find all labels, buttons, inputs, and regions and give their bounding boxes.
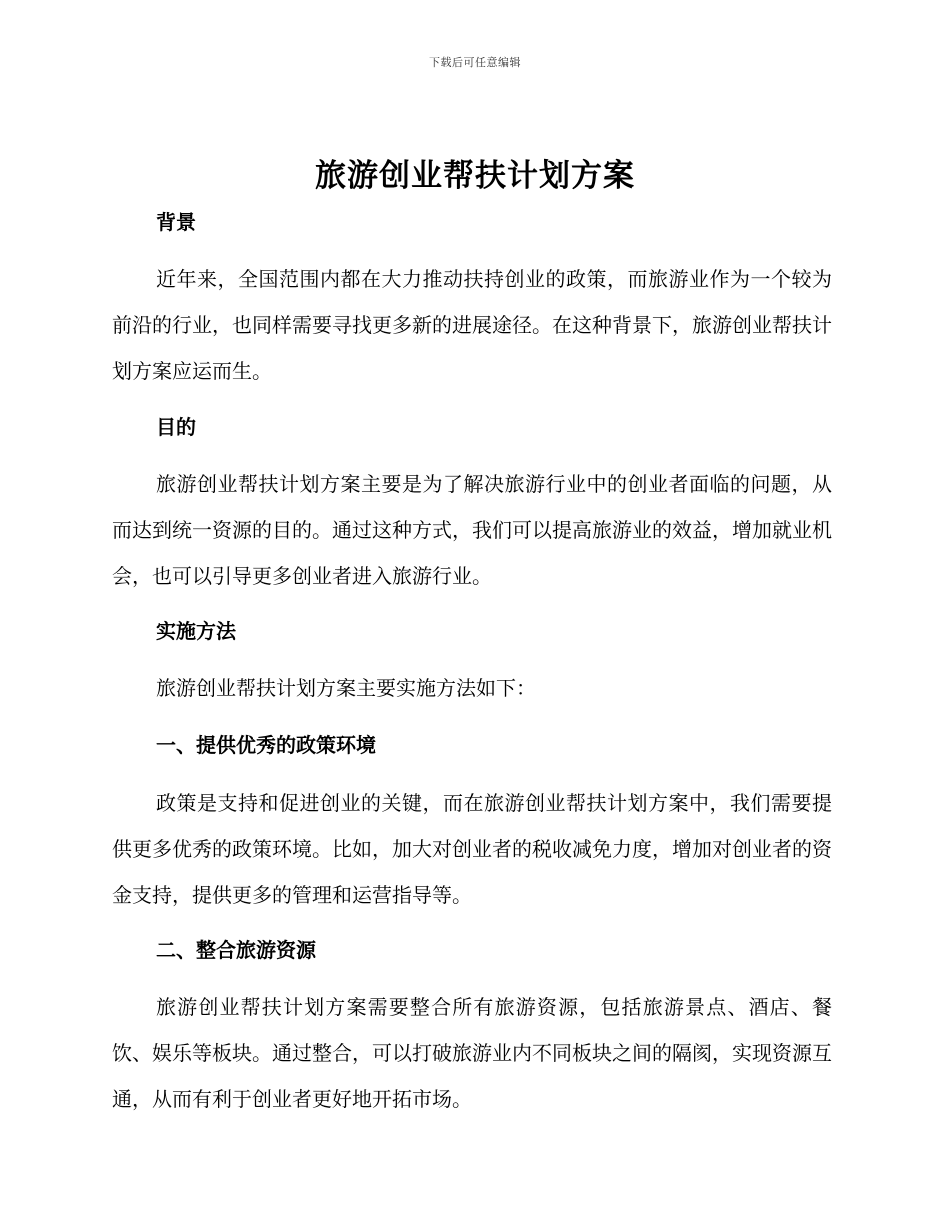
header-note: 下载后可任意编辑 xyxy=(429,56,521,69)
section-heading-resources: 二、整合旅游资源 xyxy=(156,938,316,962)
section-heading-purpose: 目的 xyxy=(156,415,196,439)
paragraph-purpose: 旅游创业帮扶计划方案主要是为了解决旅游行业中的创业者面临的问题，从而达到统一资源的目的。通过这种方式，我们可以提高旅游业的效益，增加就业机会，也可以引导更多创业者进入旅游行业。 xyxy=(112,472,832,588)
document-title: 旅游创业帮扶计划方案 xyxy=(315,158,635,194)
paragraph-policy: 政策是支持和促进创业的关键，而在旅游创业帮扶计划方案中，我们需要提供更多优秀的政策环境。比如，加大对创业者的税收减免力度，增加对创业者的资金支持，提供更多的管理和运营指导等。 xyxy=(112,791,832,907)
paragraph-background: 近年来，全国范围内都在大力推动扶持创业的政策，而旅游业作为一个较为前沿的行业，也同样需要寻找更多新的进展途径。在这种背景下，旅游创业帮扶计划方案应运而生。 xyxy=(112,267,832,383)
section-heading-implementation: 实施方法 xyxy=(156,619,236,643)
section-heading-background: 背景 xyxy=(156,210,196,234)
paragraph-resources: 旅游创业帮扶计划方案需要整合所有旅游资源，包括旅游景点、酒店、餐饮、娱乐等板块。通过整合，可以打破旅游业内不同板块之间的隔阂，实现资源互通，从而有利于创业者更好地开拓市场。 xyxy=(112,995,832,1111)
paragraph-implementation-intro: 旅游创业帮扶计划方案主要实施方法如下： xyxy=(156,676,536,700)
section-heading-policy: 一、提供优秀的政策环境 xyxy=(156,733,376,757)
